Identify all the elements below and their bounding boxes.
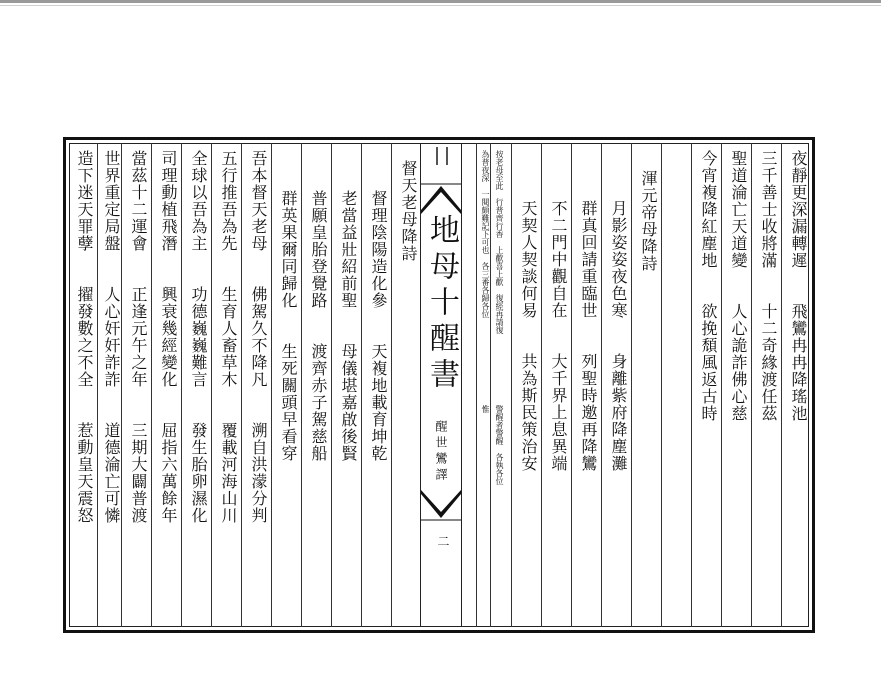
verse-column: 五行推吾為先 生育人畜草木 覆載河海山川 [219, 150, 238, 524]
top-border-line [0, 0, 881, 3]
page-number: 二 [436, 535, 450, 547]
annotation-note: 惟 [481, 405, 490, 413]
annotation-note: 按老母至此 行普齊行香 上歡喜上歡 復經再請復 [495, 150, 504, 334]
verse-column: 天契人契談何易 共為斯民策治安 [519, 200, 538, 472]
verse-column: 司理動植飛潛 興衰幾經變化 屈指六萬餘年 [159, 150, 178, 524]
verse-column: 三千善士收將滿 十二奇緣渡任茲 [759, 150, 778, 422]
verse-column: 全球以吾為主 功德巍巍難言 發生胎卵濕化 [189, 150, 208, 524]
verse-column: 群真回請重臨世 列聖時邀再降鸞 [579, 200, 598, 472]
annotation-note: 警醒者警醒 各執各位 [495, 405, 504, 485]
column-rule [511, 143, 512, 627]
author-credit: 醒世鸞譯 [434, 420, 448, 484]
fish-tail-ornament-icon [421, 180, 461, 214]
fish-tail-ornament-bottom-icon [421, 490, 461, 524]
verse-column: 吾本督天老母 佛駕久不降凡 溯自洪濛分判 [249, 150, 268, 524]
column-rule [691, 143, 692, 627]
top-border-line-thin [0, 5, 881, 6]
verse-column: 聖道淪亡天道變 人心詭詐佛心慈 [729, 150, 748, 422]
spine-top-mark [436, 147, 448, 165]
verse-column: 月影姿姿夜色寒 身離紫府降塵灘 [609, 200, 628, 472]
column-rule [476, 143, 477, 627]
verse-column: 當茲十二運會 正逢元午之年 三期大闢普渡 [129, 150, 148, 524]
verse-column: 今宵複降紅塵地 欲挽頹風返古時 [699, 150, 718, 422]
verse-column: 不二門中觀自在 大千界上息異端 [549, 200, 568, 472]
book-title: 地母十醒書 [424, 214, 459, 394]
verse-column: 夜靜更深漏轉遲 飛鸞冉冉降瑤池 [789, 150, 808, 422]
poem-title: 督天老母降詩 [399, 160, 418, 262]
verse-column: 督理陰陽造化參 天複地載育坤乾 [369, 190, 388, 462]
verse-column: 群英果爾同歸化 生死關頭早看穿 [279, 190, 298, 462]
poem-title: 渾元帝母降詩 [639, 170, 658, 272]
verse-column: 世界重定局盤 人心奸奸詐詐 道德淪亡可憐 [102, 150, 121, 524]
verse-column: 造下迷天罪孽 擢發數之不全 惹動皇天震怒 [75, 150, 94, 524]
verse-column: 老當益壯紹前聖 母儀堪嘉啟後賢 [339, 190, 358, 462]
verse-column: 普願皇胎登覺路 渡齊赤子駕慈船 [309, 190, 328, 462]
annotation-note: 為普夜深 一閱頗難記下可也 各三番各歸各位 [481, 150, 490, 318]
